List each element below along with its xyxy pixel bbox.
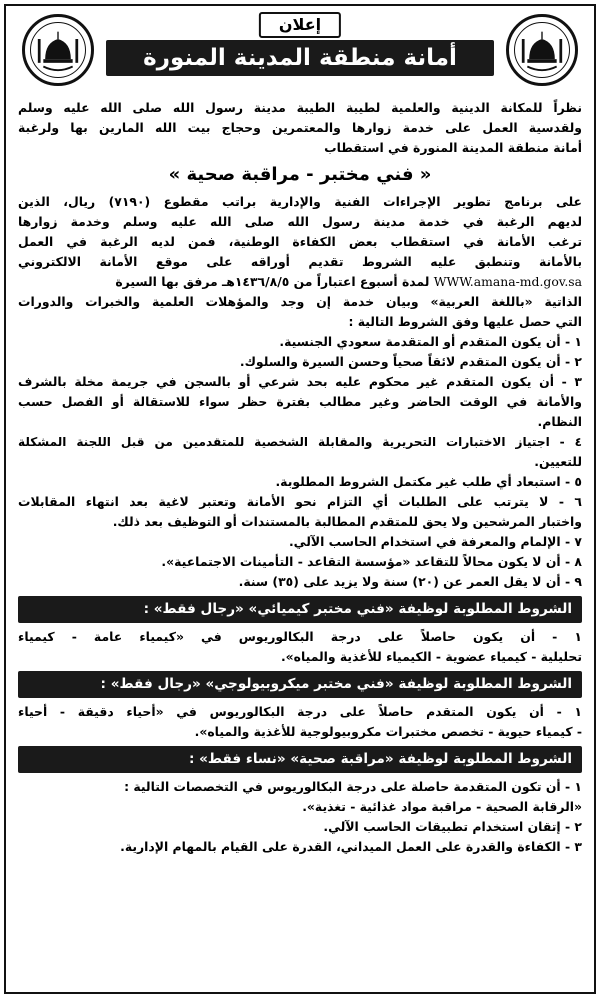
condition-line: ٩ - أن لا يقل العمر عن (٢٠) سنة ولا يزيد على (٣٥) سنة. bbox=[238, 574, 582, 589]
section-line: ١ - أن يكون المتقدم حاصلاً على درجة البكالوريوس في «أحياء دقيقة - أحياء bbox=[18, 704, 582, 719]
condition-line: ١ - أن يكون المتقدم أو المتقدمة سعودي الجنسية. bbox=[279, 334, 582, 349]
intro-line: نظراً للمكانة الدينية والعلمية لطيبة الطيبة مدينة رسول الله صلى الله عليه وسلم bbox=[18, 100, 582, 115]
condition-line: والأمانة في الوقت الحاضر وغير مطالب بفترة حظر سواء للاستقالة أو الفصل حسب bbox=[18, 394, 582, 409]
mosque-seal-icon bbox=[506, 14, 578, 86]
intro-line: أمانة منطقة المدينة المنورة في استقطاب bbox=[324, 140, 582, 155]
section-line: «الرقابة الصحية - مراقبة مواد غذائية - تغذية». bbox=[302, 799, 582, 814]
paragraph-line: على برنامج تطوير الإجراءات الفنية والإدارية براتب مقطوع (٧١٩٠) ريال، الذين bbox=[18, 194, 582, 209]
paragraph-line: التي حصل عليها وفق الشروط التالية : bbox=[348, 314, 582, 329]
section-line: - كيمياء حيوية - تخصص مختبرات مكروبيولوجية للأغذية والمياه». bbox=[194, 724, 582, 739]
section-line: ١ - أن تكون المتقدمة حاصلة على درجة البكالوريوس في التخصصات التالية : bbox=[124, 779, 582, 794]
section-heading-chemistry: الشروط المطلوبة لوظيفة «فني مختبر كيميائي» «رجال فقط» : bbox=[18, 596, 582, 623]
condition-line: ٨ - أن لا يكون محالاً للتقاعد «مؤسسة التقاعد - التأمينات الاجتماعية». bbox=[161, 554, 582, 569]
condition-line: ٤ - اجتياز الاختبارات التحريرية والمقابلة الشخصية للمتقدمين من قبل اللجنة المشكلة bbox=[18, 435, 582, 449]
paragraph-line: الذاتية «باللغة العربية» وبيان خدمة إن وجد والمؤهلات العلمية والخبرات والدورات bbox=[18, 294, 582, 309]
paragraph-line: لديهم الرغبة في خدمة مدينة رسول الله صلى الله عليه وسلم وخدمة زوارها bbox=[18, 214, 582, 229]
condition-line: ٢ - أن يكون المتقدم لائقاً صحياً وحسن السيرة والسلوك. bbox=[239, 354, 582, 369]
section-heading-health-monitoring: الشروط المطلوبة لوظيفة «مراقبة صحية» «نساء فقط» : bbox=[18, 746, 582, 773]
url-line bbox=[18, 272, 582, 292]
url-line-text: لمدة أسبوع اعتباراً من ١٤٣٦/٨/٥هـ مرفق بها السيرة bbox=[115, 274, 430, 289]
section-line: تحليلية - كيمياء عضوية - الكيمياء للأغذية والمياه». bbox=[280, 649, 582, 664]
condition-line: ٣ - أن يكون المتقدم غير محكوم عليه بحد شرعي أو بالسجن في جريمة مخلة بالشرف bbox=[18, 374, 582, 389]
condition-line: النظام. bbox=[537, 414, 582, 429]
section-line: ٣ - الكفاءة والقدرة على العمل الميداني، القدرة على القيام بالمهام الإدارية. bbox=[120, 839, 582, 854]
condition-line: ٥ - استبعاد أي طلب غير مكتمل الشروط المطلوبة. bbox=[275, 474, 582, 489]
section-line: ٢ - إتقان استخدام تطبيقات الحاسب الآلي. bbox=[323, 819, 582, 834]
mosque-seal-icon bbox=[22, 14, 94, 86]
announcement-page bbox=[4, 4, 596, 994]
website-link[interactable]: WWW.amana-md.gov.sa bbox=[433, 274, 582, 289]
paragraph-line: ترغب الأمانة في استقطاب بعض الكفاءة الوطنية، فمن لديه الرغبة في العمل bbox=[18, 234, 582, 249]
page-title: أمانة منطقة المدينة المنورة bbox=[106, 40, 494, 76]
condition-line: ٧ - الإلمام والمعرفة في استخدام الحاسب الآلي. bbox=[288, 534, 582, 549]
condition-line: للتعيين. bbox=[534, 454, 582, 469]
section-heading-microbiology: الشروط المطلوبة لوظيفة «فني مختبر ميكروبيولوجي» «رجال فقط» : bbox=[18, 671, 582, 698]
section-line: ١ - أن يكون حاصلاً على درجة البكالوريوس في «كيمياء عامة - كيمياء bbox=[18, 629, 582, 644]
condition-line: ٦ - لا يترتب على الطلبات أي التزام نحو الأمانة وتعتبر لاغية بعد انتهاء المقابلات bbox=[18, 494, 582, 509]
paragraph-line: بالأمانة وتنطبق عليه الشروط تقديم أوراقه على موقع الأمانة الالكتروني bbox=[18, 254, 582, 269]
job-title: « فني مختبر - مراقبة صحية » bbox=[168, 164, 432, 185]
announcement-body bbox=[6, 98, 594, 857]
condition-line: واختبار المرشحين ولا يحق للمتقدم المطالبة بالمستندات أو التوظيف بعد ذلك. bbox=[112, 514, 582, 529]
intro-line: ولقدسية العمل على خدمة زوارها والمعتمرين وحجاج بيت الله المارين بها ولرغبة bbox=[18, 120, 582, 135]
announcement-tag: إعلان bbox=[259, 12, 341, 38]
header bbox=[6, 6, 594, 98]
